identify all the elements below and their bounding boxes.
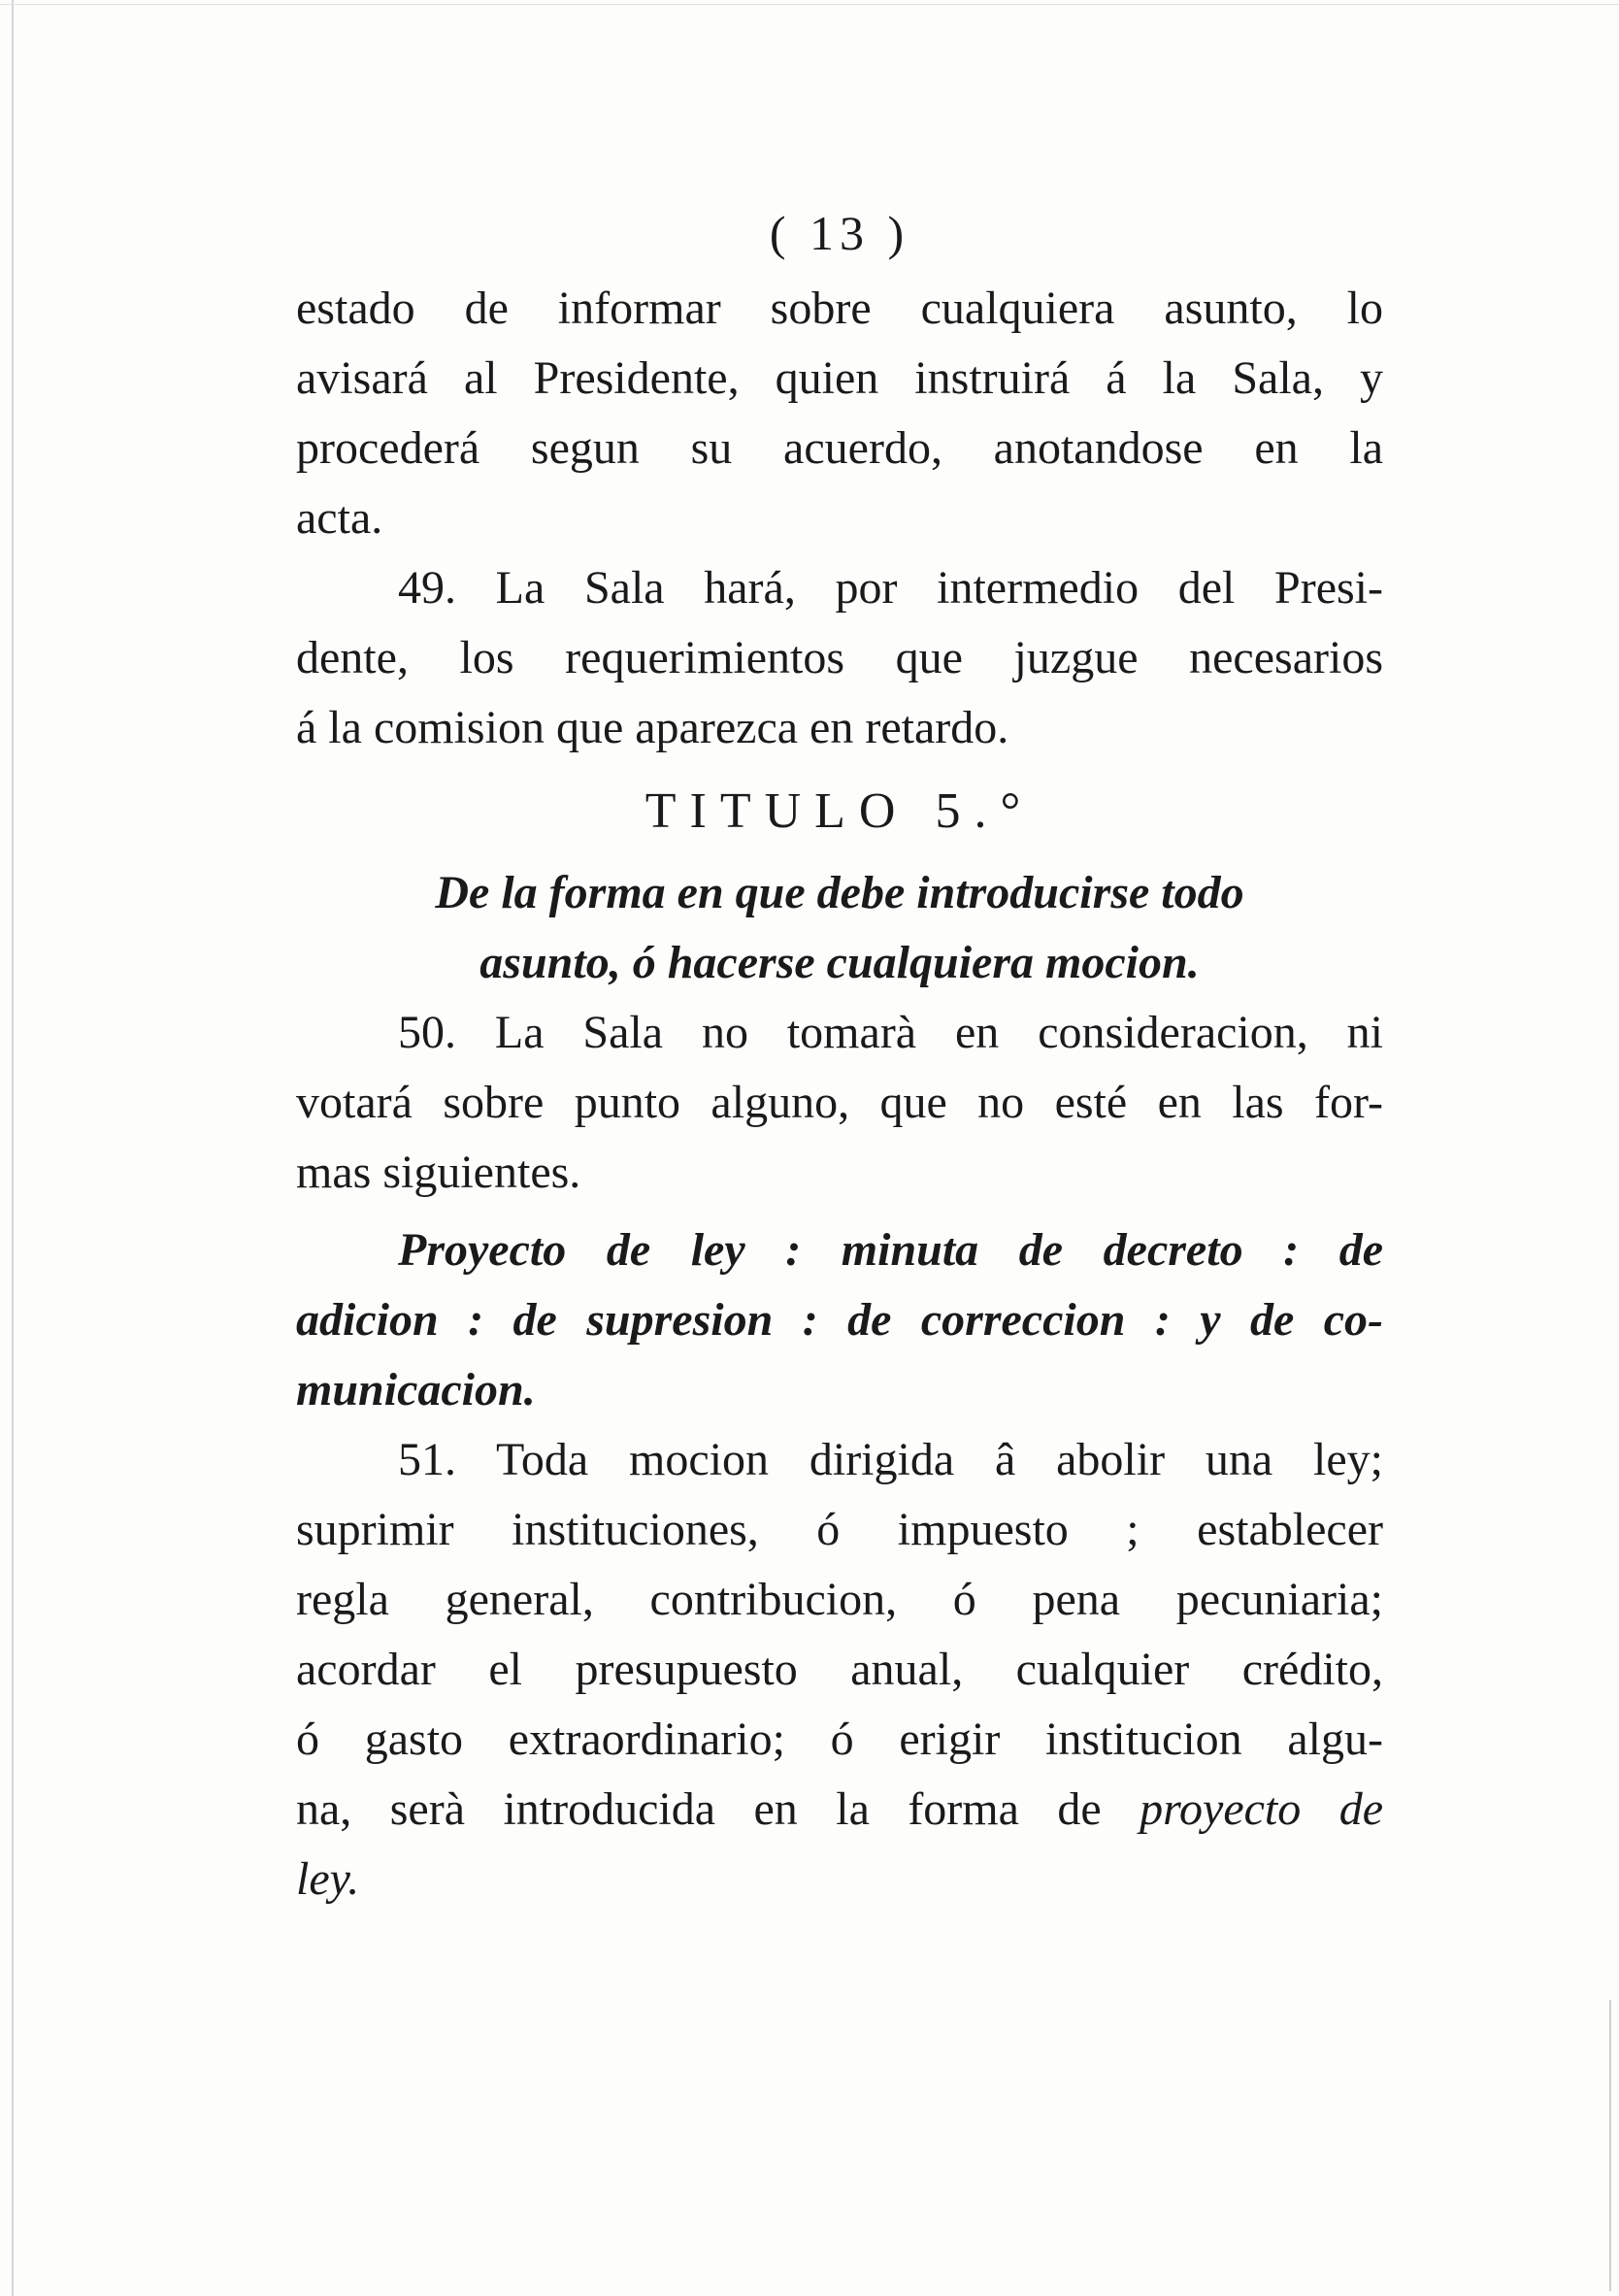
text-line: mas siguientes. <box>296 1147 581 1198</box>
text-line <box>296 1775 1383 1845</box>
text-line: á la comision que aparezca en retardo. <box>296 702 1009 753</box>
text-line: acta. <box>296 492 383 544</box>
scan-edge-right <box>1609 2000 1611 2291</box>
body-text <box>296 194 1383 1914</box>
text-line: procederá segun su acuerdo, anotandose en la <box>296 422 1383 474</box>
forms-list: Proyecto de ley : minuta de decreto : de <box>398 1224 1383 1276</box>
text-line: estado de informar sobre cualquiera asunto, lo <box>296 283 1383 334</box>
article-51-start: 51. Toda mocion dirigida â abolir una ley; <box>398 1434 1383 1485</box>
section-title: TITULO 5.° <box>644 783 1035 839</box>
text-line: ó gasto extraordinario; ó erigir institucion algu- <box>296 1714 1383 1765</box>
text-line: avisará al Presidente, quien instruirá á la Sala, y <box>296 352 1383 404</box>
section-subtitle: De la forma en que debe introducirse todo <box>435 867 1244 918</box>
text-line: suprimir instituciones, ó impuesto ; establecer <box>296 1504 1383 1555</box>
text-line: dente, los requerimientos que juzgue necesarios <box>296 632 1383 683</box>
text-fragment: na, serà introducida en la forma de <box>296 1783 1140 1835</box>
section-subtitle: asunto, ó hacerse cualquiera mocion. <box>479 937 1200 988</box>
article-49-start: 49. La Sala hará, por intermedio del Presi- <box>398 562 1383 614</box>
forms-list: municacion. <box>296 1364 536 1415</box>
page-number: ( 13 ) <box>769 206 910 260</box>
text-line: acordar el presupuesto anual, cualquier crédito, <box>296 1644 1383 1695</box>
article-50-start: 50. La Sala no tomarà en consideracion, ni <box>398 1007 1383 1058</box>
scan-edge-top <box>0 4 1619 5</box>
italic-term: proyecto de <box>1140 1783 1383 1835</box>
scan-edge-left <box>12 0 14 2296</box>
text-line: votará sobre punto alguno, que no esté en las for- <box>296 1077 1383 1128</box>
text-line: regla general, contribucion, ó pena pecuniaria; <box>296 1574 1383 1625</box>
forms-list: adicion : de supresion : de correccion : y de co- <box>296 1294 1383 1346</box>
italic-term: ley. <box>296 1853 360 1905</box>
